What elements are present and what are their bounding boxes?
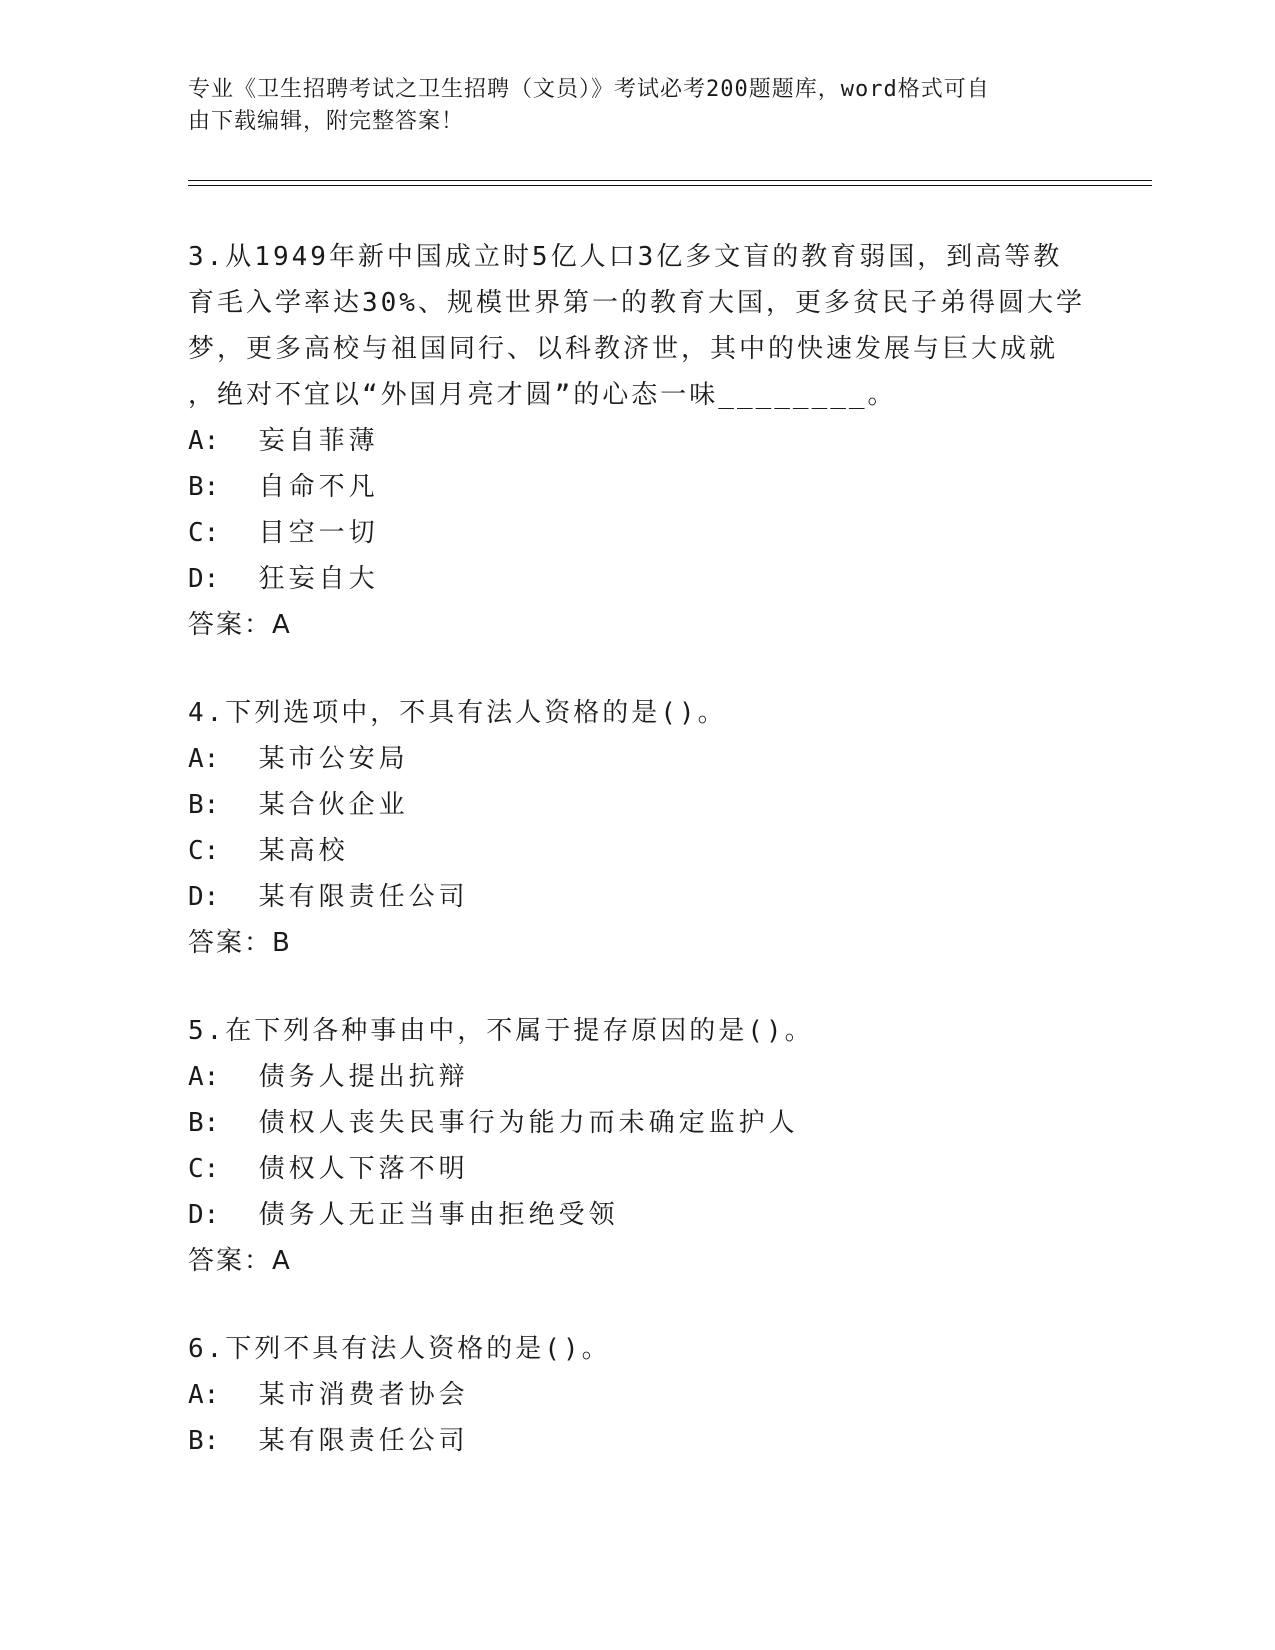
question-item bbox=[188, 1326, 1088, 1464]
question-item bbox=[188, 1008, 1088, 1284]
header-line-2: 由下载编辑，附完整答案！ bbox=[188, 109, 465, 134]
header-line-1: 专业《卫生招聘考试之卫生招聘（文员）》考试必考200题题库，word格式可自 bbox=[188, 77, 990, 102]
answer-option bbox=[188, 736, 1088, 782]
answer-option bbox=[188, 828, 1088, 874]
option-text: 狂妄自大 bbox=[258, 564, 379, 594]
option-letter: B: bbox=[188, 1108, 220, 1138]
question-stem-line: 育毛入学率达30%、规模世界第一的教育大国，更多贫民子弟得圆大学 bbox=[188, 288, 1085, 318]
option-letter: C: bbox=[188, 1154, 220, 1184]
answer-key: 答案：A bbox=[188, 1246, 292, 1276]
option-letter: A: bbox=[188, 1380, 220, 1410]
question-stem-line: 3.从1949年新中国成立时5亿人口3亿多文盲的教育弱国，到高等教 bbox=[188, 242, 1063, 272]
option-text: 妄自菲薄 bbox=[258, 426, 379, 456]
question-stem-line: 梦，更多高校与祖国同行、以科教济世，其中的快速发展与巨大成就 bbox=[188, 334, 1059, 364]
option-text: 某有限责任公司 bbox=[258, 882, 469, 912]
option-text: 某高校 bbox=[258, 836, 349, 866]
answer-option bbox=[188, 1418, 1088, 1464]
document-header bbox=[188, 74, 1088, 138]
question-stem-line: 6.下列不具有法人资格的是()。 bbox=[188, 1334, 611, 1364]
answer-option bbox=[188, 874, 1088, 920]
option-text: 自命不凡 bbox=[258, 472, 379, 502]
option-text: 某市公安局 bbox=[258, 744, 409, 774]
answer-key: 答案：A bbox=[188, 610, 292, 640]
option-text: 某合伙企业 bbox=[258, 790, 409, 820]
option-text: 债权人下落不明 bbox=[258, 1154, 469, 1184]
answer-key: 答案：B bbox=[188, 928, 292, 958]
question-stem-line: 4.下列选项中，不具有法人资格的是()。 bbox=[188, 698, 727, 728]
option-letter: D: bbox=[188, 564, 220, 594]
header-divider-top bbox=[188, 180, 1152, 181]
answer-option bbox=[188, 782, 1088, 828]
answer-option bbox=[188, 418, 1088, 464]
question-stem-line: 5.在下列各种事由中，不属于提存原因的是()。 bbox=[188, 1016, 814, 1046]
option-text: 某市消费者协会 bbox=[258, 1380, 469, 1410]
answer-option bbox=[188, 1054, 1088, 1100]
option-letter: D: bbox=[188, 1200, 220, 1230]
header-divider-bottom bbox=[188, 185, 1152, 186]
option-letter: D: bbox=[188, 882, 220, 912]
answer-option bbox=[188, 464, 1088, 510]
question-stem-line: ，绝对不宜以“外国月亮才圆”的心态一味________。 bbox=[188, 380, 897, 410]
option-text: 某有限责任公司 bbox=[258, 1426, 469, 1456]
option-letter: C: bbox=[188, 518, 220, 548]
option-letter: A: bbox=[188, 744, 220, 774]
answer-option bbox=[188, 556, 1088, 602]
option-letter: A: bbox=[188, 426, 220, 456]
option-text: 债务人提出抗辩 bbox=[258, 1062, 469, 1092]
question-item bbox=[188, 690, 1088, 966]
option-text: 债权人丧失民事行为能力而未确定监护人 bbox=[258, 1108, 799, 1138]
option-letter: B: bbox=[188, 1426, 220, 1456]
option-text: 债务人无正当事由拒绝受领 bbox=[258, 1200, 619, 1230]
answer-option bbox=[188, 510, 1088, 556]
answer-option bbox=[188, 1372, 1088, 1418]
answer-option bbox=[188, 1192, 1088, 1238]
option-letter: B: bbox=[188, 472, 220, 502]
question-list bbox=[188, 234, 1088, 1506]
question-item bbox=[188, 234, 1088, 648]
answer-option bbox=[188, 1100, 1088, 1146]
option-letter: A: bbox=[188, 1062, 220, 1092]
option-letter: C: bbox=[188, 836, 220, 866]
option-text: 目空一切 bbox=[258, 518, 379, 548]
option-letter: B: bbox=[188, 790, 220, 820]
answer-option bbox=[188, 1146, 1088, 1192]
